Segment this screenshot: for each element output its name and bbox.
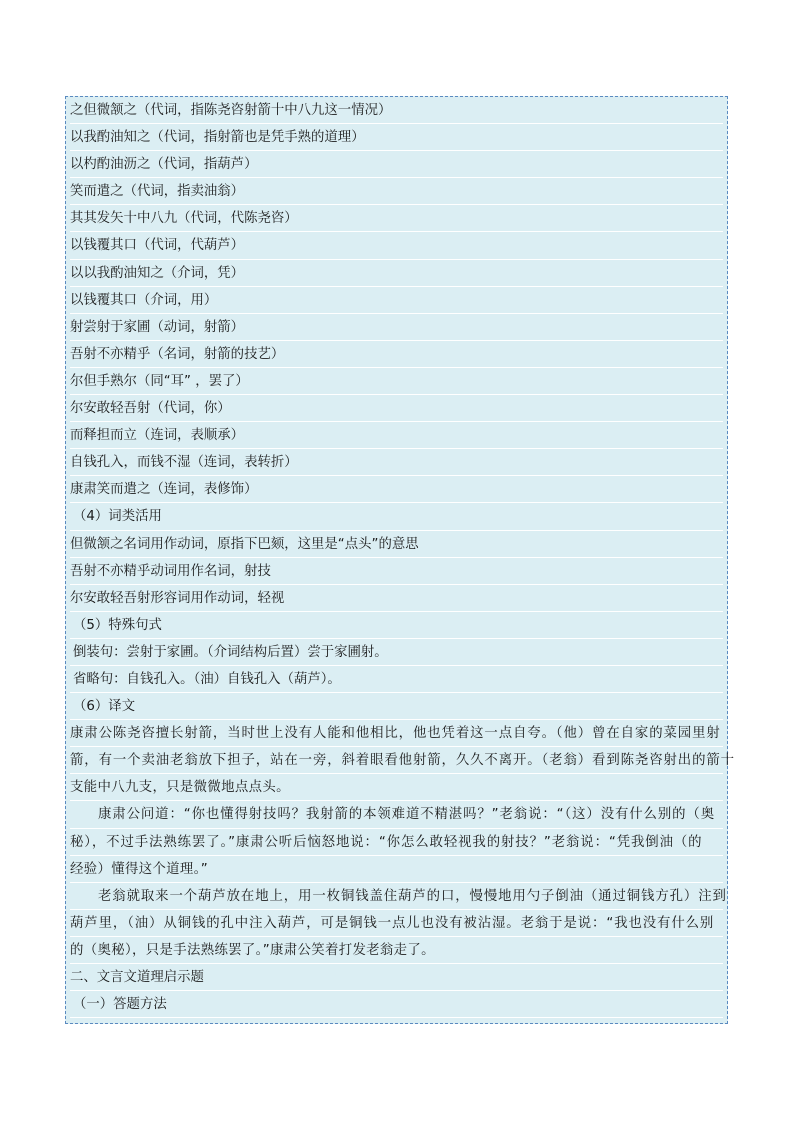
text-line: 尔安敢轻吾射（代词，你） [70,395,723,422]
text-line: 射尝射于家圃（动词，射箭） [70,314,723,341]
paragraph-line: 经验）懂得这个道理。” [70,856,723,883]
text-line: 笑而遣之（代词，指卖油翁） [70,178,723,205]
paragraph-line: 老翁就取来一个葫芦放在地上，用一枚铜钱盖住葫芦的口，慢慢地用勺子倒油（通过铜钱方孔）注到 [70,883,723,910]
text-line: 以杓酌油沥之（代词，指葫芦） [70,151,723,178]
paragraph-line: 康肃公问道：“你也懂得射技吗？我射箭的本领难道不精湛吗？”老翁说：“（这）没有什么别的（奥 [70,801,723,828]
text-line: 其其发矢十中八九（代词，代陈尧咨） [70,205,723,232]
translation-paragraph-3 [70,883,727,964]
paragraph-line: 的（奥秘），只是手法熟练罢了。”康肃公笑着打发老翁走了。 [70,937,723,964]
text-line: 以以我酌油知之（介词，凭） [70,260,723,287]
text-line: 倒装句：尝射于家圃。（介词结构后置）尝于家圃射。 [70,639,723,666]
paragraph-line: 秘），不过手法熟练罢了。”康肃公听后恼怒地说：“你怎么敢轻视我的射技？”老翁说：“凭我倒油（的 [70,829,723,856]
paragraph-line: 康肃公陈尧咨擅长射箭，当时世上没有人能和他相比，他也凭着这一点自夸。（他）曾在自家的菜园里射 [70,720,723,747]
text-line: 吾射不亦精乎（名词，射箭的技艺） [70,341,723,368]
subsection-heading: （一）答题方法 [70,991,723,1018]
text-line: 自钱孔入，而钱不湿（连词，表转折） [70,449,723,476]
text-line: 以钱覆其口（介词，用） [70,287,723,314]
text-line: 吾射不亦精乎动词用作名词，射技 [70,558,723,585]
text-line: 以钱覆其口（代词，代葫芦） [70,232,723,259]
text-line: 而释担而立（连词，表顺承） [70,422,723,449]
content-box [65,96,735,1024]
paragraph-line: 箭，有一个卖油老翁放下担子，站在一旁，斜着眼看他射箭，久久不离开。（老翁）看到陈尧咨射出的箭十 [70,747,723,774]
text-line: 以我酌油知之（代词，指射箭也是凭手熟的道理） [70,124,723,151]
heading-part-5: （5）特殊句式 [70,612,723,639]
heading-part-6: （6）译文 [70,693,723,720]
paragraph-line: 葫芦里，（油）从铜钱的孔中注入葫芦，可是铜钱一点儿也没有被沾湿。老翁于是说：“我也没有什么别 [70,910,723,937]
heading-part-4: （4）词类活用 [70,503,723,530]
text-line: 尔但手熟尔（同“耳” ，罢了） [70,368,723,395]
translation-paragraph-2 [70,801,723,882]
section-heading: 二、文言文道理启示题 [70,964,723,991]
text-line: 康肃笑而遣之（连词，表修饰） [70,476,723,503]
text-line: 尔安敢轻吾射形容词用作动词，轻视 [70,585,723,612]
text-line: 但微颔之名词用作动词，原指下巴颏，这里是“点头”的意思 [70,531,723,558]
text-line: 之但微颔之（代词，指陈尧咨射箭十中八九这一情况） [70,97,723,124]
paragraph-line: 支能中八九支，只是微微地点点头。 [70,774,723,801]
text-line: 省略句：自钱孔入。（油）自钱孔入（葫芦）。 [70,666,723,693]
translation-paragraph-1 [70,720,735,801]
